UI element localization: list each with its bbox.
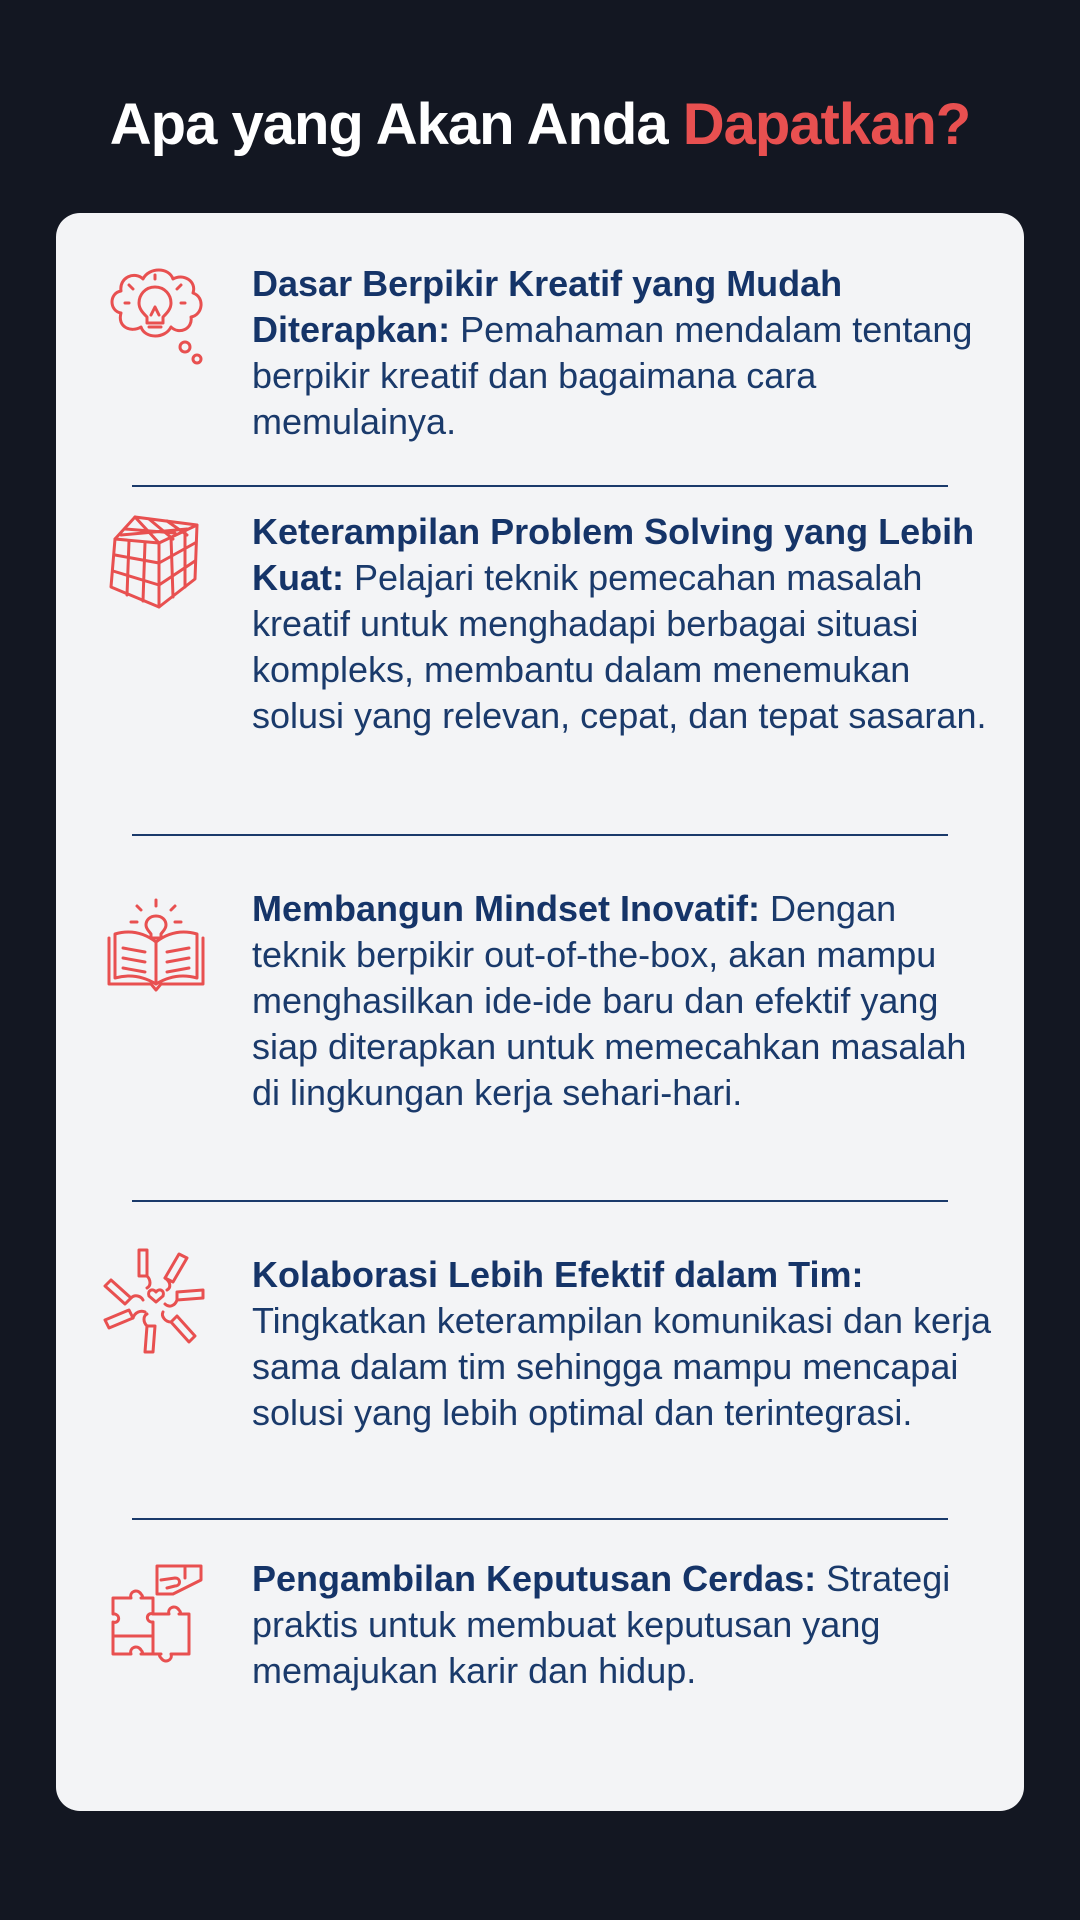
benefit-title: Pengambilan Keputusan Cerdas: bbox=[252, 1558, 817, 1599]
title-accent: Dapatkan? bbox=[682, 92, 971, 157]
benefit-title: Membangun Mindset Inovatif: bbox=[252, 888, 760, 929]
book-lightbulb-icon bbox=[101, 884, 221, 1004]
divider bbox=[132, 1518, 948, 1520]
team-hands-icon bbox=[101, 1246, 221, 1366]
benefit-description: Pelajari teknik pemecahan masalah kreatif untuk menghadapi berbagai situasi kompleks, membantu dalam menemukan solusi yang relevan, cepat, dan tepat sasaran. bbox=[252, 557, 987, 736]
benefit-text bbox=[252, 509, 992, 739]
benefit-title: Dasar Berpikir Kreatif yang Mudah Diterapkan: bbox=[252, 263, 843, 350]
divider bbox=[132, 485, 948, 487]
puzzle-hand-icon bbox=[101, 1558, 221, 1678]
benefit-text bbox=[252, 1252, 992, 1436]
benefit-description: Pemahaman mendalam tentang berpikir kreatif dan bagaimana cara memulainya. bbox=[252, 309, 973, 442]
rubiks-cube-icon bbox=[101, 505, 221, 625]
benefits-card bbox=[56, 213, 1024, 1811]
benefit-text bbox=[252, 261, 992, 445]
divider bbox=[132, 834, 948, 836]
page-title bbox=[0, 90, 1080, 160]
title-main: Apa yang Akan Anda bbox=[109, 92, 668, 157]
divider bbox=[132, 1200, 948, 1202]
benefit-title: Keterampilan Problem Solving yang Lebih Kuat: bbox=[252, 511, 975, 598]
benefit-text bbox=[252, 1556, 992, 1694]
benefit-description: Strategi praktis untuk membuat keputusan yang memajukan karir dan hidup. bbox=[252, 1558, 951, 1691]
benefit-description: Dengan teknik berpikir out-of-the-box, akan mampu menghasilkan ide-ide baru dan efektif yang siap diterapkan untuk memecahkan masalah di lingkungan kerja sehari-hari. bbox=[252, 888, 967, 1113]
benefit-description: Tingkatkan keterampilan komunikasi dan kerja sama dalam tim sehingga mampu mencapai solusi yang lebih optimal dan terintegrasi. bbox=[252, 1300, 992, 1433]
benefit-text bbox=[252, 886, 992, 1116]
benefit-title: Kolaborasi Lebih Efektif dalam Tim: bbox=[252, 1254, 864, 1295]
lightbulb-thought-icon bbox=[101, 263, 221, 383]
